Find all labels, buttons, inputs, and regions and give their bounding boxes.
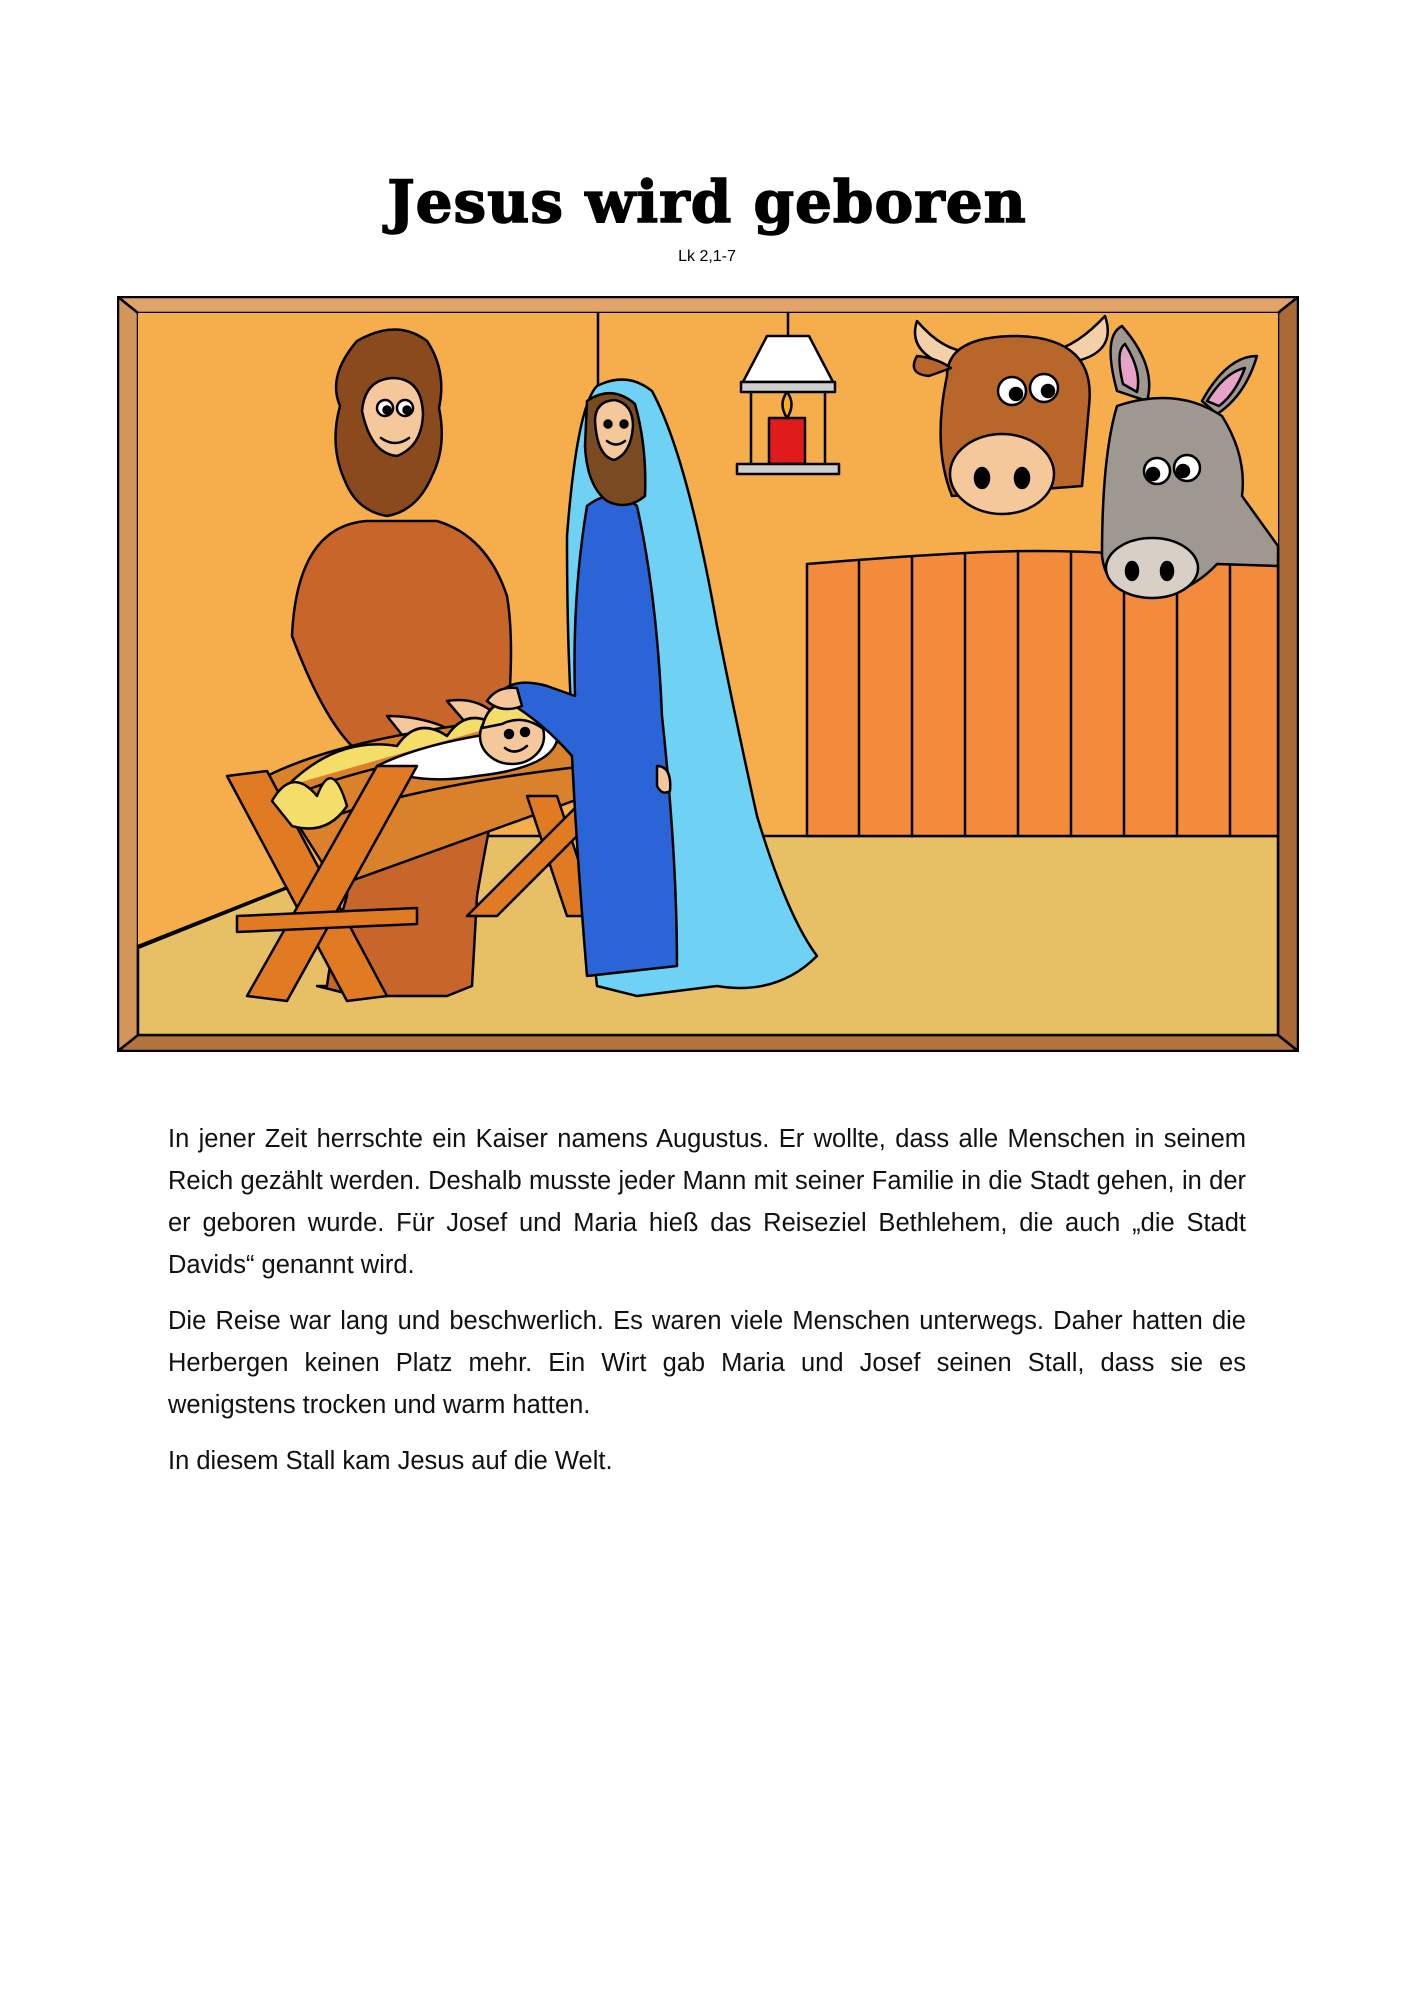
paragraph: In diesem Stall kam Jesus auf die Welt.	[168, 1447, 613, 1475]
bible-reference: Lk 2,1-7	[678, 248, 736, 265]
paragraph: In jener Zeit herrschte ein Kaiser namens Augustus. Er wollte, dass alle Menschen in seinem Reich gezählt werden. Deshalb musste jeder Mann mit seiner Familie in die Stadt gehen, in der er geboren wurde. Für Josef und Maria hieß das Reiseziel Bethlehem, die auch „die Stadt Davids“ genannt wird.	[168, 1125, 1246, 1279]
story-text	[168, 1118, 1246, 1496]
nativity-illustration	[117, 296, 1299, 1052]
paragraph: Die Reise war lang und beschwerlich. Es waren viele Menschen unterwegs. Daher hatten die Herbergen keinen Platz mehr. Ein Wirt gab Maria und Josef seinen Stall, dass sie es wenigstens trocken und warm hatten.	[168, 1307, 1246, 1419]
page-title: Jesus wird geboren	[387, 168, 1027, 236]
wooden-fence	[807, 546, 1278, 836]
